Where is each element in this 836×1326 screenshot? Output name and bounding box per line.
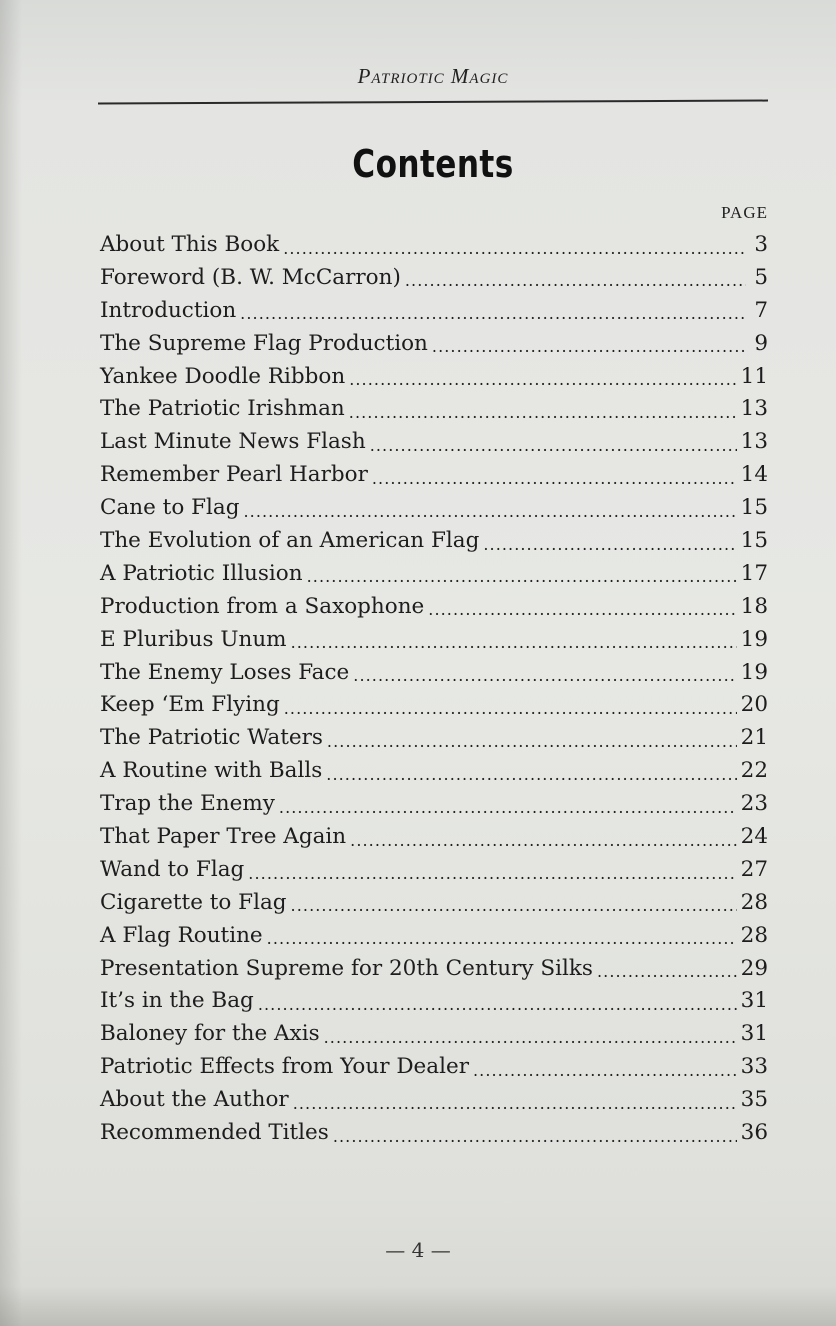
toc-entry-title: It’s in the Bag xyxy=(100,988,254,1014)
toc-entry-page: 33 xyxy=(740,1054,768,1080)
dot-leader xyxy=(349,366,736,392)
toc-entry-page: 13 xyxy=(740,396,768,422)
toc-entry-page: 14 xyxy=(740,462,768,488)
toc-entry xyxy=(100,988,768,1021)
toc-entry xyxy=(100,1087,768,1120)
page-number: — 4 — xyxy=(385,1238,451,1262)
toc-entry-title: Cane to Flag xyxy=(100,495,240,521)
dot-leader xyxy=(293,1090,737,1116)
dot-leader xyxy=(324,1024,737,1050)
toc-entry xyxy=(100,660,768,693)
toc-entry-title: Presentation Supreme for 20th Century Silks xyxy=(100,955,593,981)
toc-entry-title: About the Author xyxy=(100,1087,289,1113)
toc-entry-page: 27 xyxy=(740,856,768,882)
toc-entry-title: Keep ‘Em Flying xyxy=(100,692,280,718)
dot-leader xyxy=(432,333,746,359)
toc-entry-page: 23 xyxy=(740,791,768,817)
dot-leader xyxy=(267,925,737,951)
toc-entry xyxy=(100,956,768,989)
toc-entry xyxy=(100,725,768,758)
toc-entry xyxy=(100,331,768,364)
toc-entry-title: Foreword (B. W. McCarron) xyxy=(100,264,401,290)
toc-entry-page: 13 xyxy=(740,429,768,455)
dot-leader xyxy=(483,531,736,557)
toc-entry-page: 5 xyxy=(754,264,768,290)
toc-entry-page: 3 xyxy=(754,232,768,257)
toc-entry-page: 9 xyxy=(754,330,768,356)
dot-leader xyxy=(279,794,737,820)
page-title: Contents xyxy=(352,142,514,186)
toc-entry xyxy=(100,890,768,923)
toc-entry xyxy=(100,692,768,725)
dot-leader xyxy=(405,267,746,293)
toc-entry-page: 15 xyxy=(740,528,768,554)
toc-entry-page: 36 xyxy=(740,1120,768,1146)
toc-entry xyxy=(100,824,768,857)
running-head: Patriotic Magic xyxy=(357,64,509,88)
dot-leader xyxy=(284,695,737,721)
page-column-label: PAGE xyxy=(721,203,768,222)
dot-leader xyxy=(291,892,737,918)
toc-entry xyxy=(100,396,768,429)
dot-leader xyxy=(327,728,737,754)
toc-entry-page: 20 xyxy=(740,692,768,718)
dot-leader xyxy=(597,958,737,984)
header-rule xyxy=(98,100,768,105)
toc-entry-title: Wand to Flag xyxy=(100,856,245,882)
toc-entry xyxy=(100,791,768,824)
dot-leader xyxy=(258,991,737,1017)
toc-entry-title: A Routine with Balls xyxy=(100,758,323,784)
toc-entry-title: Recommended Titles xyxy=(100,1120,329,1146)
toc-entry-page: 17 xyxy=(740,560,768,586)
toc-entry xyxy=(100,429,768,462)
dot-leader xyxy=(349,399,737,425)
toc-entry-title: Trap the Enemy xyxy=(100,791,275,817)
toc-entry xyxy=(100,1120,768,1153)
toc-entry xyxy=(100,594,768,627)
toc-entry-title: Remember Pearl Harbor xyxy=(100,462,368,488)
toc-entry-page: 24 xyxy=(740,824,768,850)
dot-leader xyxy=(370,432,737,458)
toc-entry-title: Production from a Saxophone xyxy=(100,593,425,619)
toc-entry xyxy=(100,298,768,331)
page-bottom-shadow xyxy=(0,1286,836,1326)
toc-entry-page: 31 xyxy=(740,1021,768,1047)
dot-leader xyxy=(283,235,746,261)
dot-leader xyxy=(248,860,736,886)
toc-entry xyxy=(100,528,768,561)
toc-entry-title: The Evolution of an American Flag xyxy=(100,528,480,554)
toc-entry xyxy=(100,462,768,495)
toc-entry-title: The Supreme Flag Production xyxy=(100,330,428,356)
toc-entry-page: 28 xyxy=(740,889,768,915)
toc-entry xyxy=(100,1054,768,1087)
dot-leader xyxy=(333,1123,737,1149)
toc-entry xyxy=(100,495,768,528)
page-edge-shadow xyxy=(0,0,22,1326)
dot-leader xyxy=(473,1057,737,1083)
toc-entry-page: 11 xyxy=(740,363,768,389)
toc-entry-title: The Enemy Loses Face xyxy=(100,659,350,685)
toc-entry-page: 31 xyxy=(740,988,768,1014)
toc-entry-title: A Flag Routine xyxy=(100,922,263,948)
toc-entry-title: Baloney for the Axis xyxy=(100,1021,320,1047)
dot-leader xyxy=(350,827,737,853)
dot-leader xyxy=(372,465,737,491)
toc-entry-title: That Paper Tree Again xyxy=(100,824,347,850)
toc-entry xyxy=(100,232,768,265)
toc-entry xyxy=(100,364,768,397)
toc-entry-title: Introduction xyxy=(100,297,237,323)
toc-entry-title: Patriotic Effects from Your Dealer xyxy=(100,1054,469,1080)
toc-entry-page: 21 xyxy=(740,725,768,751)
toc-entry xyxy=(100,627,768,660)
toc-entry xyxy=(100,758,768,791)
dot-leader xyxy=(291,629,737,655)
table-of-contents xyxy=(100,232,768,1153)
toc-entry-page: 28 xyxy=(740,922,768,948)
toc-entry-title: The Patriotic Waters xyxy=(100,725,323,751)
toc-entry-title: Last Minute News Flash xyxy=(100,429,366,455)
toc-entry-page: 22 xyxy=(740,758,768,784)
toc-entry-title: Yankee Doodle Ribbon xyxy=(100,363,346,389)
toc-entry-page: 15 xyxy=(740,495,768,521)
toc-entry-title: Cigarette to Flag xyxy=(100,889,287,915)
toc-entry-page: 7 xyxy=(754,297,768,323)
dot-leader xyxy=(307,563,737,589)
toc-entry xyxy=(100,923,768,956)
toc-entry xyxy=(100,857,768,890)
toc-entry xyxy=(100,1021,768,1054)
dot-leader xyxy=(353,662,736,688)
toc-entry-page: 19 xyxy=(740,626,768,652)
toc-entry-title: About This Book xyxy=(100,232,280,257)
dot-leader xyxy=(240,300,746,326)
toc-entry xyxy=(100,265,768,298)
dot-leader xyxy=(243,498,736,524)
dot-leader xyxy=(428,596,736,622)
toc-entry-page: 29 xyxy=(740,955,768,981)
dot-leader xyxy=(326,761,736,787)
toc-entry-title: E Pluribus Unum xyxy=(100,626,287,652)
toc-entry-page: 35 xyxy=(740,1087,768,1113)
toc-entry-title: A Patriotic Illusion xyxy=(100,560,303,586)
toc-entry xyxy=(100,561,768,594)
toc-entry-page: 18 xyxy=(740,593,768,619)
toc-entry-page: 19 xyxy=(740,659,768,685)
toc-entry-title: The Patriotic Irishman xyxy=(100,396,345,422)
